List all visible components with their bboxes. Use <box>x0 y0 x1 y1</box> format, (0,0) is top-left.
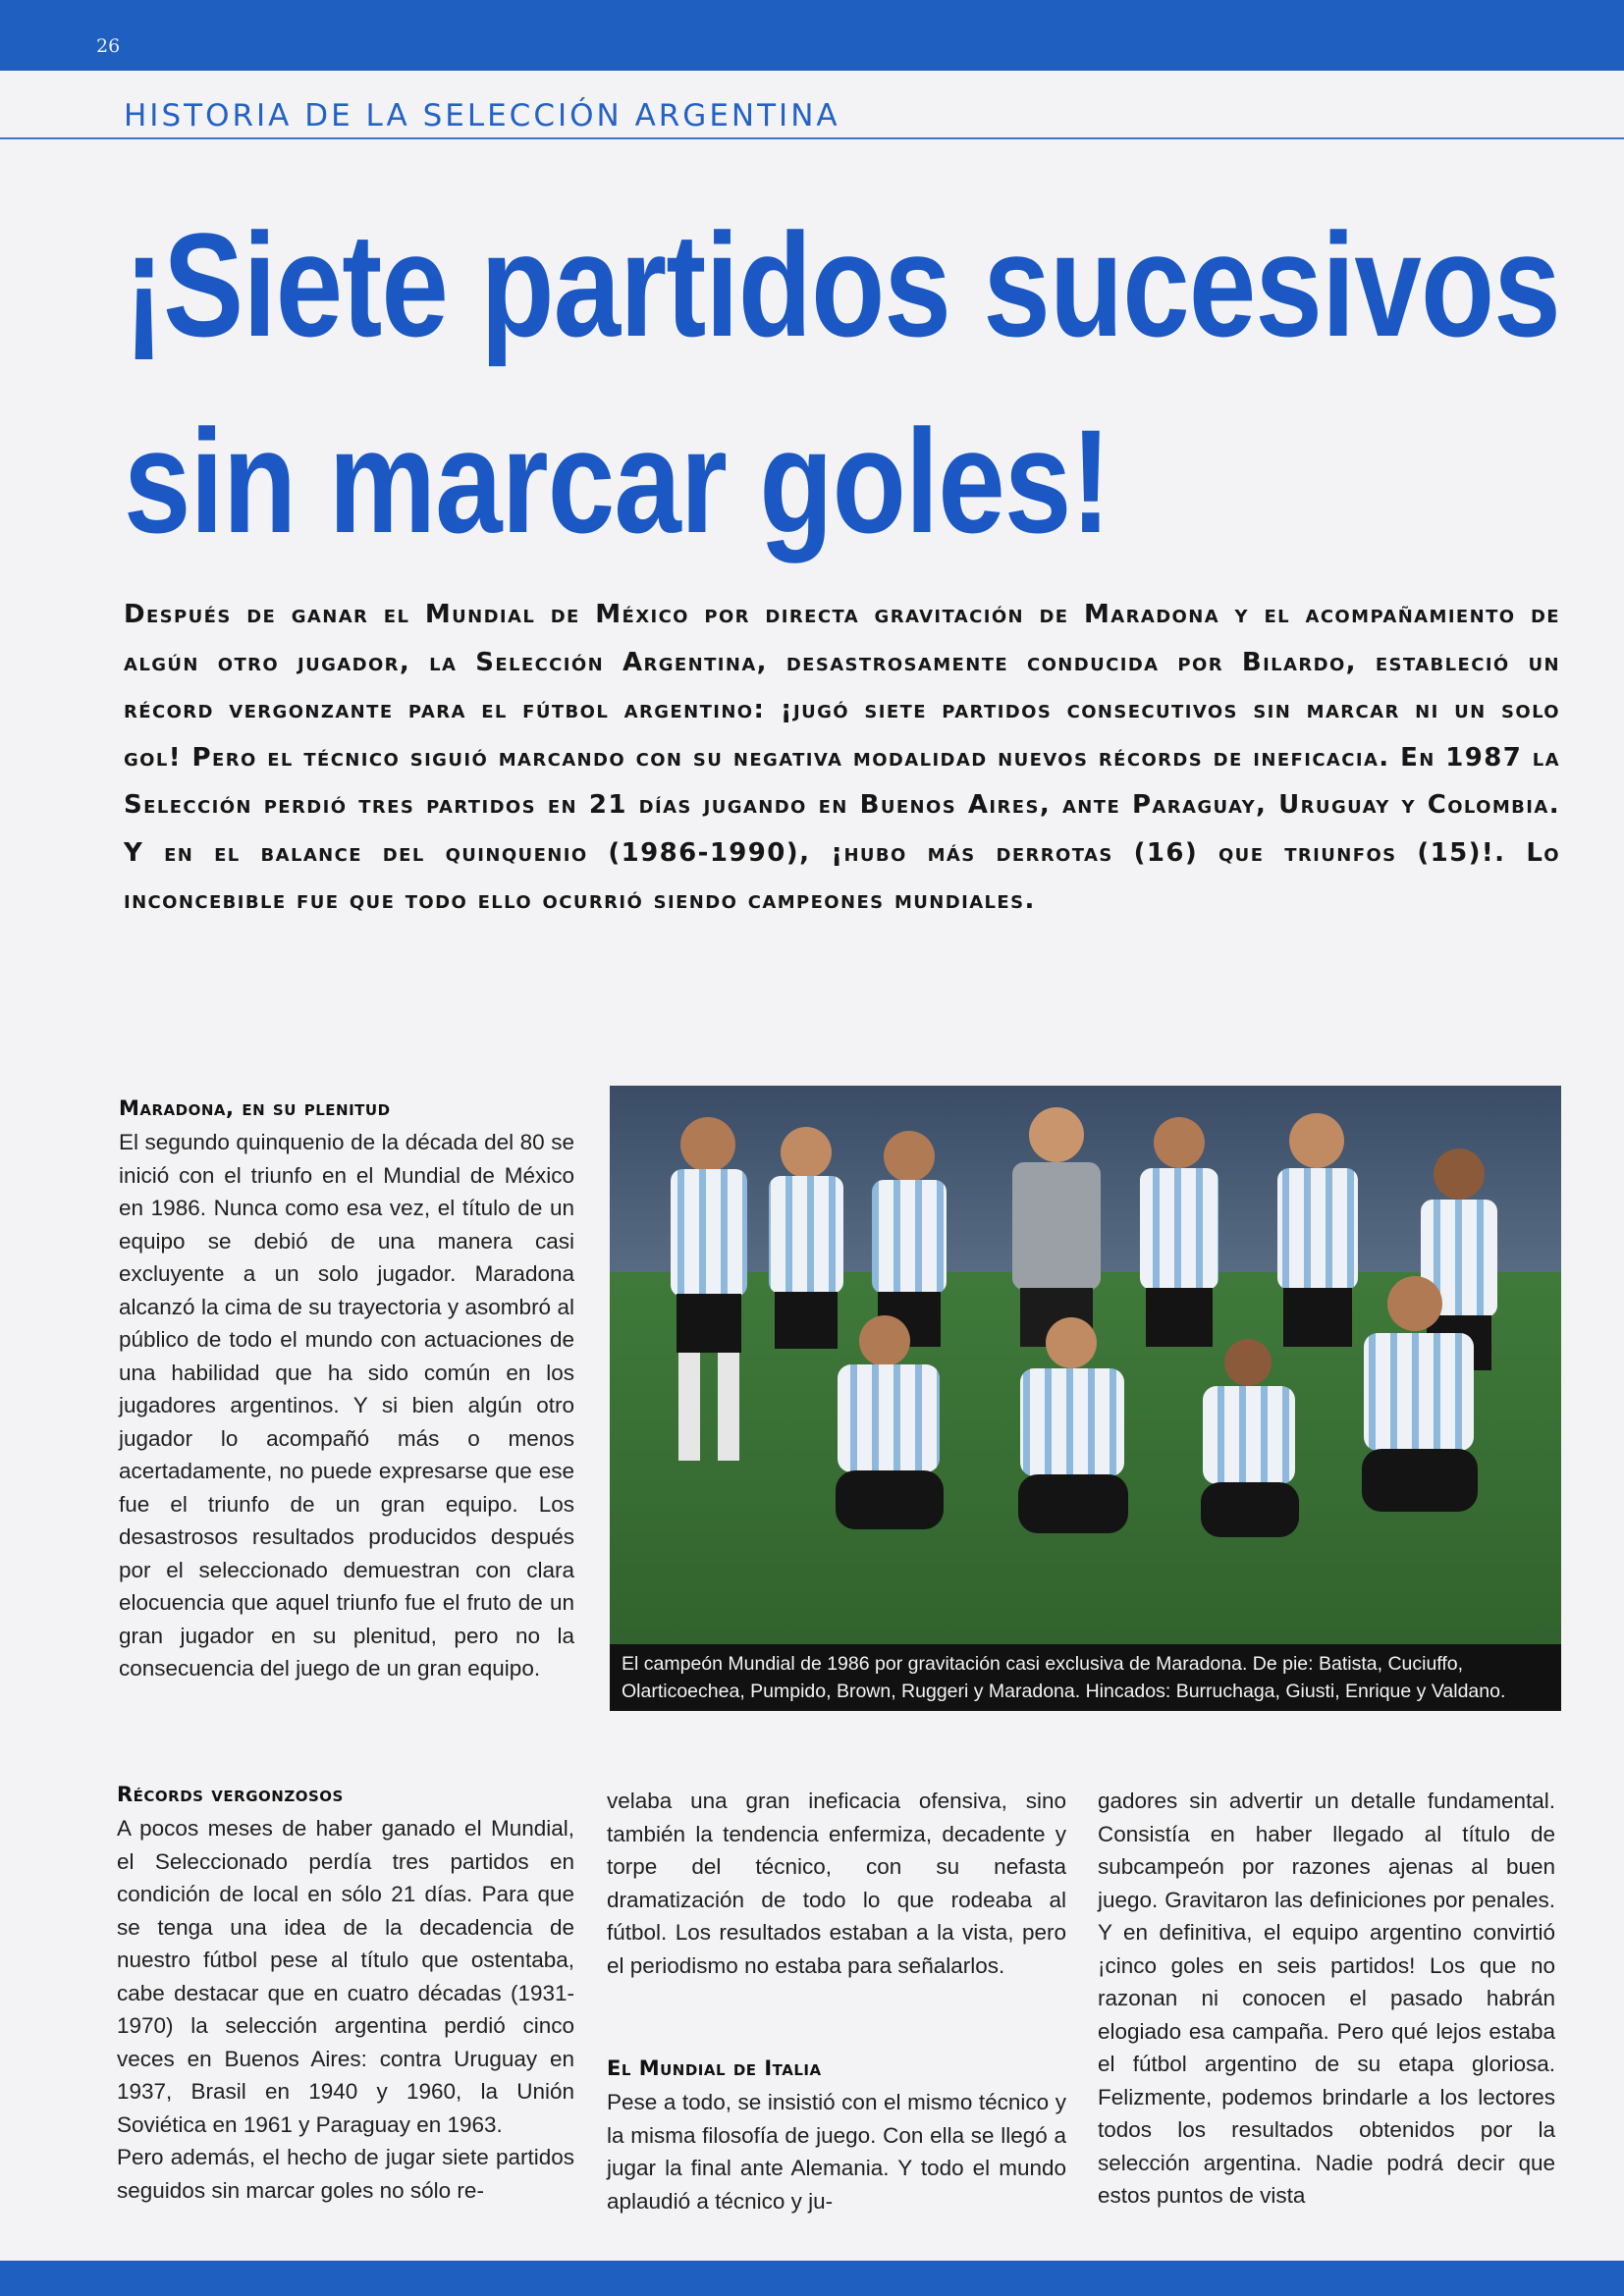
photo-caption: El campeón Mundial de 1986 por gravitación casi exclusiva de Maradona. De pie: Batista, Cuciuffo, Olarticoechea, Pumpido, Brown, Ruggeri y Maradona. Hincados: Burruchaga, Giusti, Enrique y Valdano. <box>610 1644 1561 1711</box>
headline-line-2: sin marcar goles! <box>124 399 1110 563</box>
records-heading: Récords vergonzosos <box>117 1783 344 1806</box>
records-paragraph-2: Pero además, el hecho de jugar siete partidos seguidos sin marcar goles no sólo re- <box>117 2145 574 2203</box>
page-number: 26 <box>96 35 121 57</box>
records-continued: velaba una gran ineficacia ofensiva, sino también la tendencia enfermiza, decadente y torpe del técnico, con su nefasta dramatización de todo lo que rodeaba al fútbol. Los resultados estaban a la vista, pero el periodismo no estaba para señalarlos. <box>607 1789 1066 1978</box>
italia-continued: gadores sin advertir un detalle fundamental. Consistía en haber llegado al título de subcampeón por razones ajenas al buen juego. Gravitaron las definiciones por penales. Y en definitiva, el equipo argentino convirtió ¡cinco goles en seis partidos! Los que no razonan ni conocen el pasado habrán elogiado esa campaña. Pero qué lejos estaba el fútbol argentino de su etapa gloriosa. Felizmente, podemos brindarle a los lectores todos los resultados obtenidos por la selección argentina. Nadie podrá decir que estos puntos de vista <box>1098 1789 1555 2208</box>
header-rule <box>0 137 1624 139</box>
top-color-bar <box>0 0 1624 71</box>
maradona-body: El segundo quinquenio de la década del 80 se inició con el triunfo en el Mundial de México en 1986. Nunca como esa vez, el título de un equipo se debió de una manera casi excluyente a un solo jugador. Maradona alcanzó la cima de su trayectoria y asombró al público de todo el mundo con actuaciones de una habilidad que ha sido común en los jugadores argentinos. Y si bien algún otro jugador lo acompañó más o menos acertadamente, no puede expresarse que ese fue el triunfo de un gran equipo. Los desastrosos resultados producidos después por el seleccionado demuestran con clara elocuencia que aquel triunfo fue el fruto de un gran jugador en su plenitud, pero no la consecuencia del juego de un gran equipo. <box>119 1130 574 1681</box>
team-photo-illustration <box>610 1086 1561 1711</box>
italia-heading: El Mundial de Italia <box>607 2056 822 2080</box>
maradona-heading: Maradona, en su plenitud <box>119 1096 391 1120</box>
section-header: HISTORIA DE LA SELECCIÓN ARGENTINA <box>124 98 840 133</box>
lead-paragraph: Después de ganar el Mundial de México por directa gravitación de Maradona y el acompañamiento de algún otro jugador, la Selección Argentina, desastrosamente conducida por Bilardo, estableció un récord vergonzante para el fútbol argentino: ¡jugó siete partidos consecutivos sin marcar ni un solo gol! Pero el técnico siguió marcando con su negativa modalidad nuevos récords de ineficacia. En 1987 la Selección perdió tres partidos en 21 días jugando en Buenos Aires, ante Paraguay, Uruguay y Colombia. Y en el balance del quinquenio (1986-1990), ¡hubo más derrotas (16) que triunfos (15)!. Lo inconcebible fue que todo ello ocurrió siendo campeones mundiales. <box>124 600 1560 915</box>
records-section <box>117 1779 574 2207</box>
maradona-section <box>119 1093 574 1685</box>
headline <box>124 187 1560 579</box>
headline-line-1: ¡Siete partidos sucesivos <box>124 202 1560 367</box>
middle-column <box>607 1785 1066 2217</box>
right-column <box>1098 1785 1555 2213</box>
bottom-color-bar <box>0 2261 1624 2296</box>
team-photo <box>610 1086 1561 1711</box>
italia-body: Pese a todo, se insistió con el mismo técnico y la misma filosofía de juego. Con ella se llegó a jugar la final ante Alemania. Y todo el mundo aplaudió a técnico y ju- <box>607 2090 1066 2214</box>
records-paragraph-1: A pocos meses de haber ganado el Mundial, el Seleccionado perdía tres partidos en condición de local en sólo 21 días. Para que se tenga una idea de la decadencia de nuestro fútbol pese al título que ostentaba, cabe destacar que en cuatro décadas (1931-1970) la selección argentina perdió cinco veces en Buenos Aires: contra Uruguay en 1937, Brasil en 1940 y 1960, la Unión Soviética en 1961 y Paraguay en 1963. <box>117 1816 574 2137</box>
